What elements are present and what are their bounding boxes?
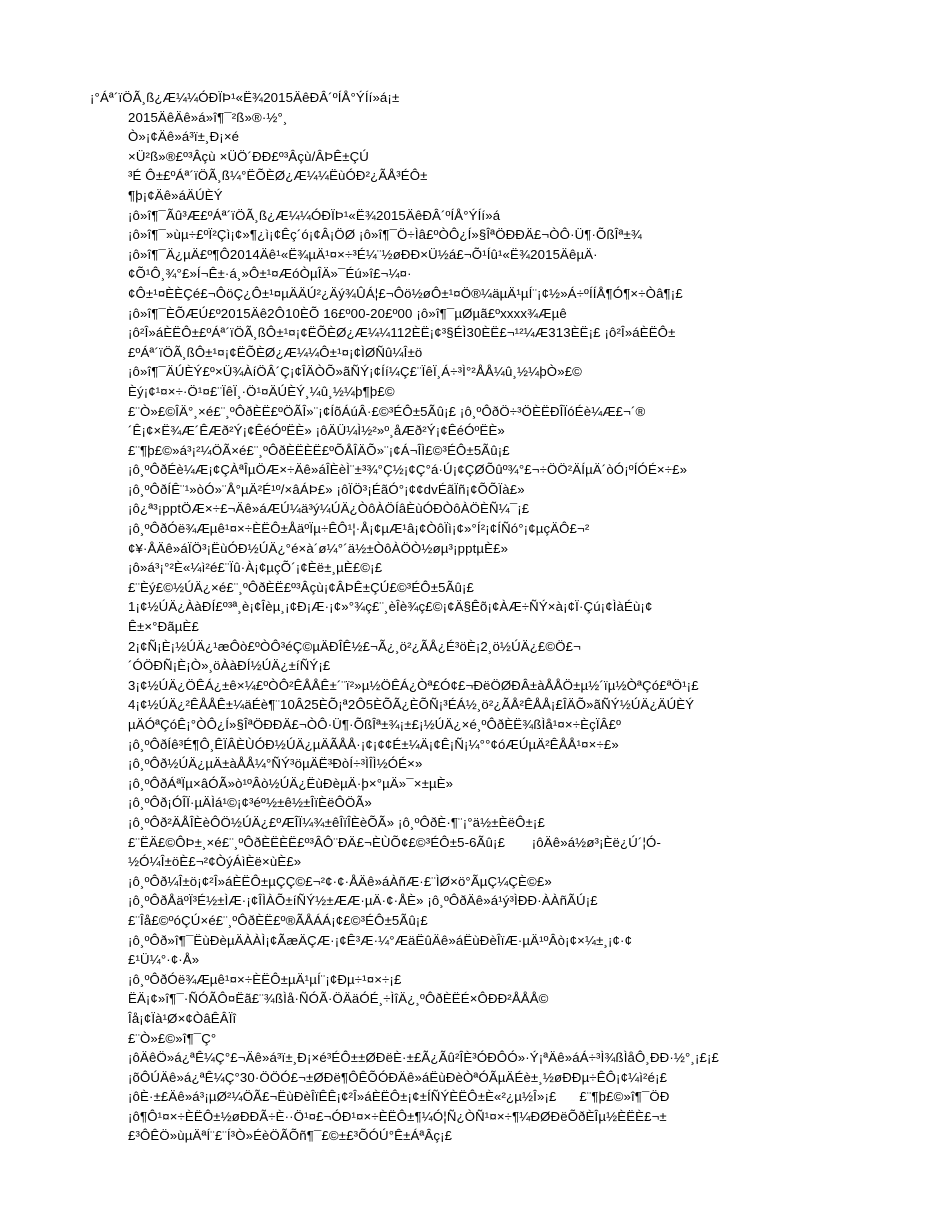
document-line: ¡ô¸ºÔðÁªÏµ×âÓÃ»ò¹ºÂò½ÚÄ¿ËùÐèµÄ·þ×°µÄ»¯×±µÈ» [128, 775, 454, 791]
document-line: Ê±×°ÐãµÈ£ [128, 619, 199, 635]
document-line: ¡ô¸ºÔð½ÚÄ¿µÄ±àÅÅ¼°ÑÝ³öµÄË³ÐòÍ÷³ÌÎÌ½ÓÉ×» [128, 756, 423, 772]
document-body [90, 108, 870, 1146]
document-line: ¡ôÄêÖ»á¿ªÊ¼Ç°£¬Äê»á³ï±¸Ð¡×é³ÉÔ±±ØÐëÈ·±£Ã¿Ãû²ÎÈ³ÓÐÔÓ»·Ý¡ªÄê»áÁ÷³Ì¾ßÌåÔ¸ÐÐ·½°¸¡£¡£ [128, 1050, 720, 1066]
document-line: ´Ê¡¢×Ë¾Æ´ÊÆð²Ý¡¢ÊéÓºËÈ» ¡ôÄÜ¼Ì½²»º¸åÆð²Ý¡¢ÊéÓºËÈ» [128, 423, 505, 439]
document-line: ´ÓÖÐÑ¡È¡Ò»¸öÀàÐÍ½ÚÄ¿±íÑÝ¡£ [128, 658, 331, 674]
document-line: £¨Ò»£©ÎÄ°¸×é£¨¸ºÔðÈË£ºÖÃÎ»¨¡¢ÍõÁúÂ·£©³ÉÔ±5Ãû¡£ ¡ô¸ºÔðÖ÷³ÖÈËÐÎÏóÉè¼Æ£¬´® [128, 403, 646, 419]
document-line: ¶þ¡¢Äê»áÄÚÈÝ [128, 187, 223, 203]
document-line: ¡ô»î¶¯ÈÕÆÚ£º2015Äê2Ô10ÈÕ 16£º00-20£º00 ¡ô»î¶¯µØµã£ºxxxx¾Æµê [128, 305, 567, 321]
document-line: ¡ô¸ºÔðÅäºÏ³É½±ÌÆ·¡¢ÎÌÀÕ±íÑÝ½±ÆÆ·µÄ·¢·ÅÈ» ¡ô¸ºÔðÄê»á¹ý³ÌÐÐ·ÀÀñÃÚ¡£ [128, 893, 598, 909]
document-line: ¡ôÈ·±£Äê»á³¡µØ²¼ÖÃ£¬ËùÐèÎïÊÊ¡¢²Î»áÈËÔ±¡¢±ÍÑÝÈËÔ±È«²¿µ½Î»¡£ £¨¶þ£©»î¶¯ÖÐ [128, 1089, 670, 1105]
document-line: £¨ËÄ£©ÔÞ±¸×é£¨¸ºÔðÈËÈË£º³ÂÔ¨ÐÄ£¬ÈÙÕ¢£©³ÉÔ±5-6Ãû¡£ ¡ôÄê»á½ø³¡Èë¿Ú´¦Ó- [128, 834, 661, 850]
document-line: 1¡¢½ÚÄ¿ÀàÐÍ£º³ª¸è¡¢Îèµ¸¡¢Ð¡Æ·¡¢»°¾ç£¨¸èÎè¾ç£©¡¢Ä§Êõ¡¢ÀÆ÷ÑÝ×à¡¢Ï·Çú¡¢ÌàÉù¡¢ [128, 599, 653, 615]
document-line: ¡ô¸ºÔðÉè¼Æ¡¢ÇÀªÎµÖÆ×÷Äê»áÎÈèÌ¨±³¾°Ç½¡¢Ç°á·Ú¡¢ÇØÕûº¾°£¬÷ÖÖ²ÄÍµÄ´òÓ¡ºÍÓÉ×÷£» [128, 462, 688, 478]
document-heading: ¡°Áª´ïÖÃ¸ß¿Æ¼¼ÓÐÏÞ¹«Ë¾2015ÄêÐÂ´ºÍÅ°ÝÍí»á¡± [90, 90, 400, 105]
document-line: Îå¡¢Ïà¹Ø×¢ÒâÊÂÏî [128, 1010, 237, 1026]
document-line: ¡ô¸ºÔðÍÊ¨¹»òÓ»¨Å°µÄ²É¹º/×âÁÞ£» ¡ôÏÖ³¡ÉãÓ°¡¢¢dvÉãÏñ¡¢ÕÕÏà£» [128, 481, 525, 497]
document-line: ¡ô²Î»áÈËÔ±£ºÁª´ïÖÃ¸ßÔ±¹¤¡¢ËÕÈØ¿Æ¼¼112ÈË¡¢³§ÉÌ30ÈË£¬¹²¼Æ313ÈË¡£ ¡ô²Î»áÈËÔ± [128, 325, 676, 341]
document-line: ¡õÔÚÄê»á¿ªÊ¼Ç°30·ÖÖÓ£¬±ØÐë¶ÔÊÕÓÐÄê»áËùÐèÒªÓÃµÄÉè±¸½øÐÐµ÷ÊÔ¡¢¼ì²é¡£ [128, 1069, 668, 1085]
document-line: £³ÔÊÖ»ùµÄªÍ¨£¨Í³Ò»ÉèÖÃÕñ¶¯£©±£³ÕÓÚ°Ê±ÁªÂç¡£ [128, 1128, 453, 1144]
document-line: ¡ô»î¶¯Ä¿µÄ£º¶Ô2014Äê¹«Ë¾µÄ¹¤×÷³É¼¨½øÐÐ×Ü½á£¬Õ¹Íû¹«Ë¾2015ÄêµÄ· [128, 246, 598, 262]
document-line: ¢¥·ÅÄê»áÏÖ³¡ËùÓÐ½ÚÄ¿°é×à´ø¼°´ä½±ÒôÀÖÒ½øµ³¡pptµÈ£» [128, 540, 509, 556]
document-line: £¨Èý£©½ÚÄ¿×é£¨¸ºÔðÈË£º³Âçù¡¢ÂÞÊ±ÇÚ£©³ÉÔ±5Ãû¡£ [128, 579, 475, 595]
document-page [90, 88, 870, 1146]
document-line: £¹Ü¼°·¢·Å» [128, 952, 200, 968]
document-line: ¡ô¸ºÔð²ÄÅÎÈèÔÖ½ÚÄ¿£ºÆÎÏ¼¾±êÎïÎÈèÕÃ» ¡ô¸ºÔðÈ·¶¨¡°ä½±ÈëÔ±¡£ [128, 814, 545, 830]
document-line: ¡ô»î¶¯»ùµ÷£ºÏ²Çì¡¢»¶¿ì¡¢Êç´ó¡¢Â¡ÖØ ¡ô»î¶¯Ö÷Ìâ£ºÒÔ¿Í»§ÎªÖÐÐÄ£¬ÒÔ·Ü¶·ÕßÎª±¾ [128, 227, 643, 243]
document-line: 3¡¢½ÚÄ¿ÖÊÁ¿±ê×¼£ºÒÔ²ÊÅÅÊ±´¨ï²»µ½ÖÊÁ¿Òª£Ó¢£¬ÐëÖØÐÂ±àÅÅÖ±µ½´ïµ½ÒªÇó£ªÖ¹¡£ [128, 677, 699, 693]
document-line: ¡ô¸ºÔð»î¶¯ËùÐèµÄÀÀÌ¡¢ÃæÄÇÆ·¡¢Ê³Æ·¼°ÆäËûÄê»áËùÐèÎïÆ·µÄ¹ºÂò¡¢×¼±¸¡¢·¢ [128, 932, 633, 948]
document-line: Ò»¡¢Äê»á³ï±¸Ð¡×é [128, 129, 240, 145]
document-line: 4¡¢½ÚÄ¿²ÊÅÅÊ±¼äÉè¶¨10Â25ÈÕ¡ª2Ô5ÈÕÃ¿ÈÕÑ¡³ÉÁ½¸ö²¿ÃÅ²ÊÅÅ¡£ÎÄÕ»ãÑÝ½ÚÄ¿ÄÚÈÝ [128, 697, 695, 713]
document-line: Èý¡¢¹¤×÷·Ö¹¤£¨ÏêÏ¸·Ö¹¤ÄÚÈÝ¸¼û¸½¼þ¶þ£© [128, 383, 395, 399]
document-line: ¢Õ¹Ô¸¾°£»Í¬Ê±·á¸»Ô±¹¤ÆóÒµÎÄ»¯Éú»î£¬¼¤· [128, 266, 412, 282]
document-line: 2¡¢Ñ¡È¡½ÚÄ¿¹æÔò£ºÒÔ³éÇ©µÄÐÎÊ½£¬Ã¿¸ö²¿ÃÅ¿É³öÈ¡2¸ö½ÚÄ¿£©Ö£¬ [128, 638, 581, 654]
document-line: £ºÁª´ïÖÃ¸ßÔ±¹¤¡¢ËÕÈØ¿Æ¼¼Ô±¹¤¡¢ÌØÑû¼Î±ö [128, 344, 423, 360]
document-line: £¨¶þ£©»á³¡²¼ÖÃ×é£¨¸ºÔðÈËÈË£ºÕÅÎÄÕ»¨¡¢Á¬ÎÌ£©³ÉÔ±5Ãû¡£ [128, 442, 510, 458]
document-line: ¡ô»î¶¯ÄÚÈÝ£º×Ü¾ÀíÖÂ´Ç¡¢ÎÄÒÕ»ãÑÝ¡¢Íí¼Ç£¨ÏêÏ¸Á÷³Ì°²ÅÅ¼û¸½¼þÒ»£© [128, 364, 583, 380]
document-line: ¡ô¶Ô¹¤×÷ÈËÔ±½øÐÐÃ÷È··Ö¹¤£¬ÓÐ¹¤×÷ÈËÔ±¶¼Ó¦Ñ¿ÒÑ¹¤×÷¶¼ÐØÐëÕðÈÎµ½ÈËÈ£¬± [128, 1108, 667, 1124]
document-line: ³É Ô±£ºÁª´ïÖÃ¸ß¼°ËÕÈØ¿Æ¼¼ËùÓÐ²¿ÃÅ³ÉÔ± [128, 168, 428, 184]
document-line: ×Ü²ß»®£º³Âçù ×ÜÖ´ÐÐ£º³Âçù/ÂÞÊ±ÇÚ [128, 148, 369, 164]
document-line: 2015ÄêÄê»á»î¶¯²ß»®·½°¸ [128, 109, 288, 125]
document-line: ËÄ¡¢»î¶¯·ÑÓÃÔ¤Ëã£¨¾ßÌå·ÑÓÃ·ÖÄäÓÉ¸÷ÌîÄ¿¸ºÔðÈËÉ×ÔÐÐ²ÅÅÅ© [128, 991, 549, 1007]
document-line: ¡ô¸ºÔðÍê³É¶Ô¸ÊÏÂÈÙÓÐ½ÚÄ¿µÄÃÅÅ·¡¢¡¢¢É±¼Ä¡¢Ê¡Ñ¡¼°°¢óÆÚµÄ²ÊÅÅ¹¤×÷£» [128, 736, 619, 752]
document-line: £¨Îå£©ºóÇÚ×é£¨¸ºÔðÈË£º®ÃÅÁÁ¡¢£©³ÉÔ±5Ãû¡£ [128, 912, 428, 928]
document-line: ¡ô¿ª³¡pptÖÆ×÷£¬Äê»áÆÚ¼ä³ý¼ÚÄ¿ÒôÀÖÍâÈùÓÐÒôÀÖÈÑ¼¯¡£ [128, 501, 530, 517]
document-line: ¡ô¸ºÔðÓë¾Æµê¹¤×÷ÈËÔ±µÄ¹µÍ¨¡¢Ðµ÷¹¤×÷¡£ [128, 971, 402, 987]
document-line: µÄÓªÇóÊ¡°ÒÔ¿Í»§ÎªÖÐÐÄ£¬ÒÔ·Ü¶·ÕßÎª±¾¡±£¡½ÚÄ¿×é¸ºÔðÈË¾ßÌå¹¤×÷ÈçÏÂ£º [128, 717, 622, 732]
document-line: ¡ô»î¶¯Ãû³Æ£ºÁª´ïÖÃ¸ß¿Æ¼¼ÓÐÏÞ¹«Ë¾2015ÄêÐÂ´ºÍÅ°ÝÍí»á [128, 207, 501, 223]
document-line: £¨Ò»£©»î¶¯Ç° [128, 1030, 217, 1046]
document-line: ½Ó¼Î±öÈ£¬²¢ÒýÁìÈë×ùÈ£» [128, 854, 302, 870]
document-line: ¡ô»á³¡°²È«¼ì²é£¨Ïû·À¡¢µçÕ´¡¢Èë±¸µÈ£©¡£ [128, 560, 383, 576]
document-line: ¢Ô±¹¤ÈÈÇé£¬ÔöÇ¿Ô±¹¤µÄÄÚ²¿Äý¾ÛÁ¦£¬Ôö½øÔ±¹¤Ö®¼äµÄ¹µÍ¨¡¢½»Á÷ºÍÍÅ¶Ó¶×÷Òâ¶¡£ [128, 285, 683, 301]
document-line: ¡ô¸ºÔð¡ÓÎÏ·µÄÌá¹©¡¢³éº½±ê½±ÎïÈëÔÖÃ» [128, 795, 372, 811]
document-line: ¡ô¸ºÔð¼Î±ö¡¢²Î»áÈËÔ±µÇÇ©£¬²¢·¢·ÅÄê»áÀñÆ·£¨ÌØ×ö°ÃµÇ¼ÇÈ©£» [128, 873, 552, 889]
document-line: ¡ô¸ºÔðÓë¾Æµê¹¤×÷ÈËÔ±ÅäºÏµ÷ÊÔ¹¦·Å¡¢µÆ¹â¡¢ÒôÏì¡¢»°Í²¡¢ÍÑó°¡¢µçÄÔ£¬² [128, 521, 590, 537]
